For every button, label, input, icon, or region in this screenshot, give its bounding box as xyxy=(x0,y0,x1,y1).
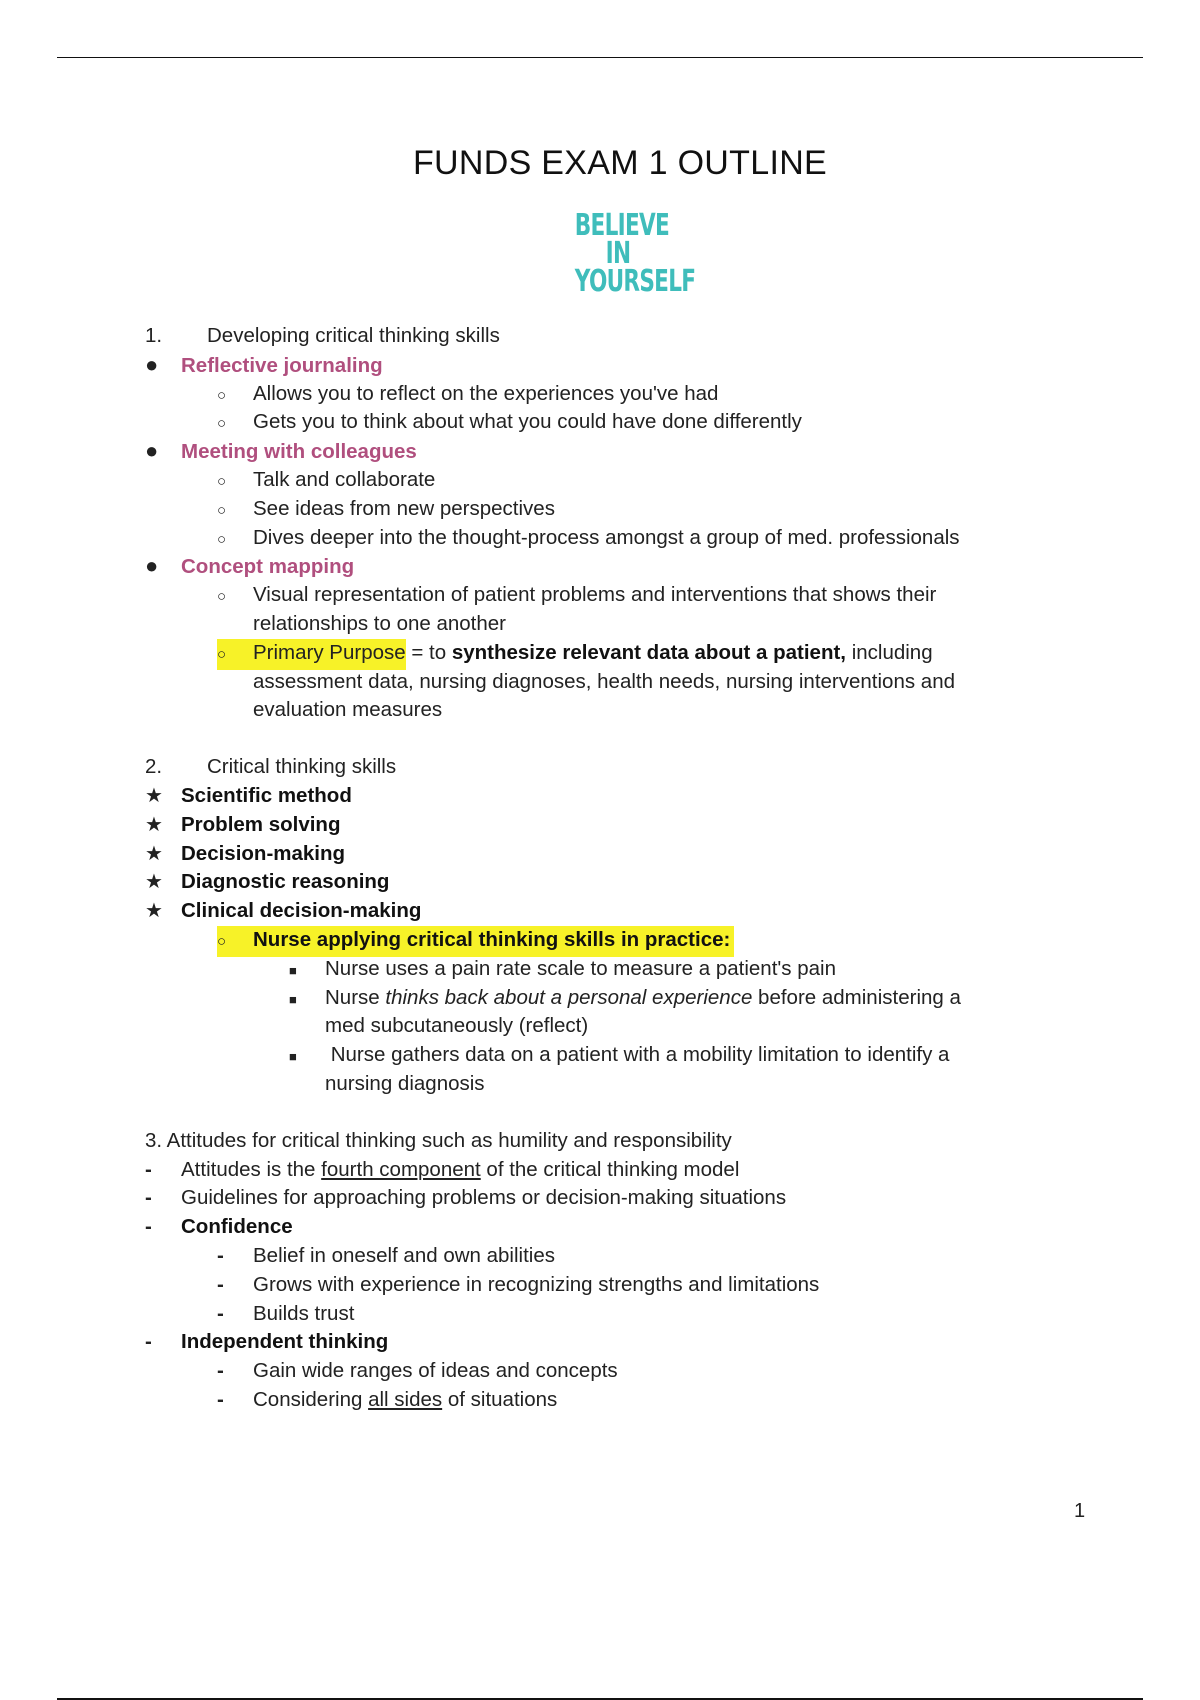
practice-heading xyxy=(145,926,1145,955)
star-icon: ★ xyxy=(145,784,163,807)
list-item: ○ See ideas from new perspectives xyxy=(145,495,1145,524)
outline-content xyxy=(145,322,1145,1415)
dash-bullet-icon: - xyxy=(145,1330,152,1354)
bullet-dot-icon: ● xyxy=(145,553,159,579)
star-icon: ★ xyxy=(145,900,163,923)
bullet-dot-icon: ● xyxy=(145,438,159,464)
page-title: FUNDS EXAM 1 OUTLINE xyxy=(412,144,828,182)
list-item-continuation: evaluation measures xyxy=(253,698,443,722)
square-bullet-icon: ■ xyxy=(289,962,297,978)
dash-bullet-icon: - xyxy=(145,1215,152,1239)
dash-bullet-icon: - xyxy=(217,1243,224,1267)
circle-bullet-icon: ○ xyxy=(217,530,227,548)
list-item-continuation: med subcutaneously (reflect) xyxy=(325,1014,589,1038)
list-item: ○ Dives deeper into the thought-process amongst a group of med. professionals xyxy=(145,524,1145,553)
list-item: - Confidence xyxy=(145,1213,1145,1242)
bullet-meeting-with-colleagues: ● Meeting with colleagues xyxy=(145,437,1145,466)
dash-bullet-icon: - xyxy=(217,1359,224,1383)
believe-in-yourself-logo xyxy=(574,208,696,299)
logo-line: IN xyxy=(605,236,631,271)
circle-bullet-icon: ○ xyxy=(217,932,227,950)
list-item: - Considering all sides of situations xyxy=(145,1386,1145,1415)
star-icon: ★ xyxy=(145,813,163,836)
list-item: ○ Gets you to think about what you could have done differently xyxy=(145,408,1145,437)
top-rule xyxy=(57,57,1143,58)
circle-bullet-icon: ○ xyxy=(217,386,227,404)
star-icon: ★ xyxy=(145,871,163,894)
logo-line: YOURSELF xyxy=(574,264,696,299)
circle-bullet-icon: ○ xyxy=(217,472,227,490)
page-number: 1 xyxy=(1074,1500,1086,1522)
dash-bullet-icon: - xyxy=(145,1186,152,1210)
star-icon: ★ xyxy=(145,842,163,865)
highlight: ○ Primary Purpose xyxy=(217,639,406,670)
list-item-continuation: nursing diagnosis xyxy=(325,1071,485,1095)
list-item: - Attitudes is the fourth component of the critical thinking model xyxy=(145,1156,1145,1185)
list-item: - Belief in oneself and own abilities xyxy=(145,1242,1145,1271)
star-item: ★ Problem solving xyxy=(145,811,1145,840)
list-item: - Guidelines for approaching problems or decision-making situations xyxy=(145,1184,1145,1213)
circle-bullet-icon: ○ xyxy=(217,501,227,519)
circle-bullet-icon: ○ xyxy=(217,415,227,433)
logo-line: BELIEVE xyxy=(574,208,670,243)
list-item-continuation: relationships to one another xyxy=(253,611,507,635)
circle-bullet-icon: ○ xyxy=(217,588,227,606)
list-item: - Grows with experience in recognizing strengths and limitations xyxy=(145,1271,1145,1300)
star-item: ★ Clinical decision-making xyxy=(145,897,1145,926)
list-item: ○ Talk and collaborate xyxy=(145,466,1145,495)
square-bullet-icon: ■ xyxy=(289,1049,297,1065)
bullet-reflective-journaling: ● Reflective journaling xyxy=(145,351,1145,380)
star-item: ★ Diagnostic reasoning xyxy=(145,868,1145,897)
bullet-concept-mapping: ● Concept mapping xyxy=(145,552,1145,581)
list-item: ○ Allows you to reflect on the experiences you've had xyxy=(145,380,1145,409)
list-item: - Independent thinking xyxy=(145,1328,1145,1357)
square-bullet-icon: ■ xyxy=(289,991,297,1007)
section-3-heading: 3. Attitudes for critical thinking such as humility and responsibility xyxy=(145,1128,732,1152)
highlight: ○ Nurse applying critical thinking skills in practice: xyxy=(217,926,734,957)
list-item-continuation: assessment data, nursing diagnoses, health needs, nursing interventions and xyxy=(253,669,956,693)
list-item: ■ Nurse thinks back about a personal experience before administering a xyxy=(145,984,1145,1013)
list-item: ■ Nurse gathers data on a patient with a mobility limitation to identify a xyxy=(145,1041,1145,1070)
primary-purpose-item: ○ Primary Purpose = to synthesize relevant data about a patient, including xyxy=(145,639,1145,668)
dash-bullet-icon: - xyxy=(217,1301,224,1325)
star-item: ★ Scientific method xyxy=(145,782,1145,811)
section-2-heading: 2. Critical thinking skills xyxy=(145,755,397,779)
dash-bullet-icon: - xyxy=(217,1387,224,1411)
dash-bullet-icon: - xyxy=(217,1272,224,1296)
list-item: - Gain wide ranges of ideas and concepts xyxy=(145,1357,1145,1386)
dash-bullet-icon: - xyxy=(145,1157,152,1181)
bullet-dot-icon: ● xyxy=(145,351,159,377)
star-item: ★ Decision-making xyxy=(145,840,1145,869)
circle-bullet-icon: ○ xyxy=(217,645,227,663)
list-item: ■ Nurse uses a pain rate scale to measure a patient's pain xyxy=(145,955,1145,984)
section-1-heading: 1. Developing critical thinking skills xyxy=(145,324,500,347)
list-item: - Builds trust xyxy=(145,1300,1145,1329)
list-item: ○ Visual representation of patient problems and interventions that shows their xyxy=(145,581,1145,610)
